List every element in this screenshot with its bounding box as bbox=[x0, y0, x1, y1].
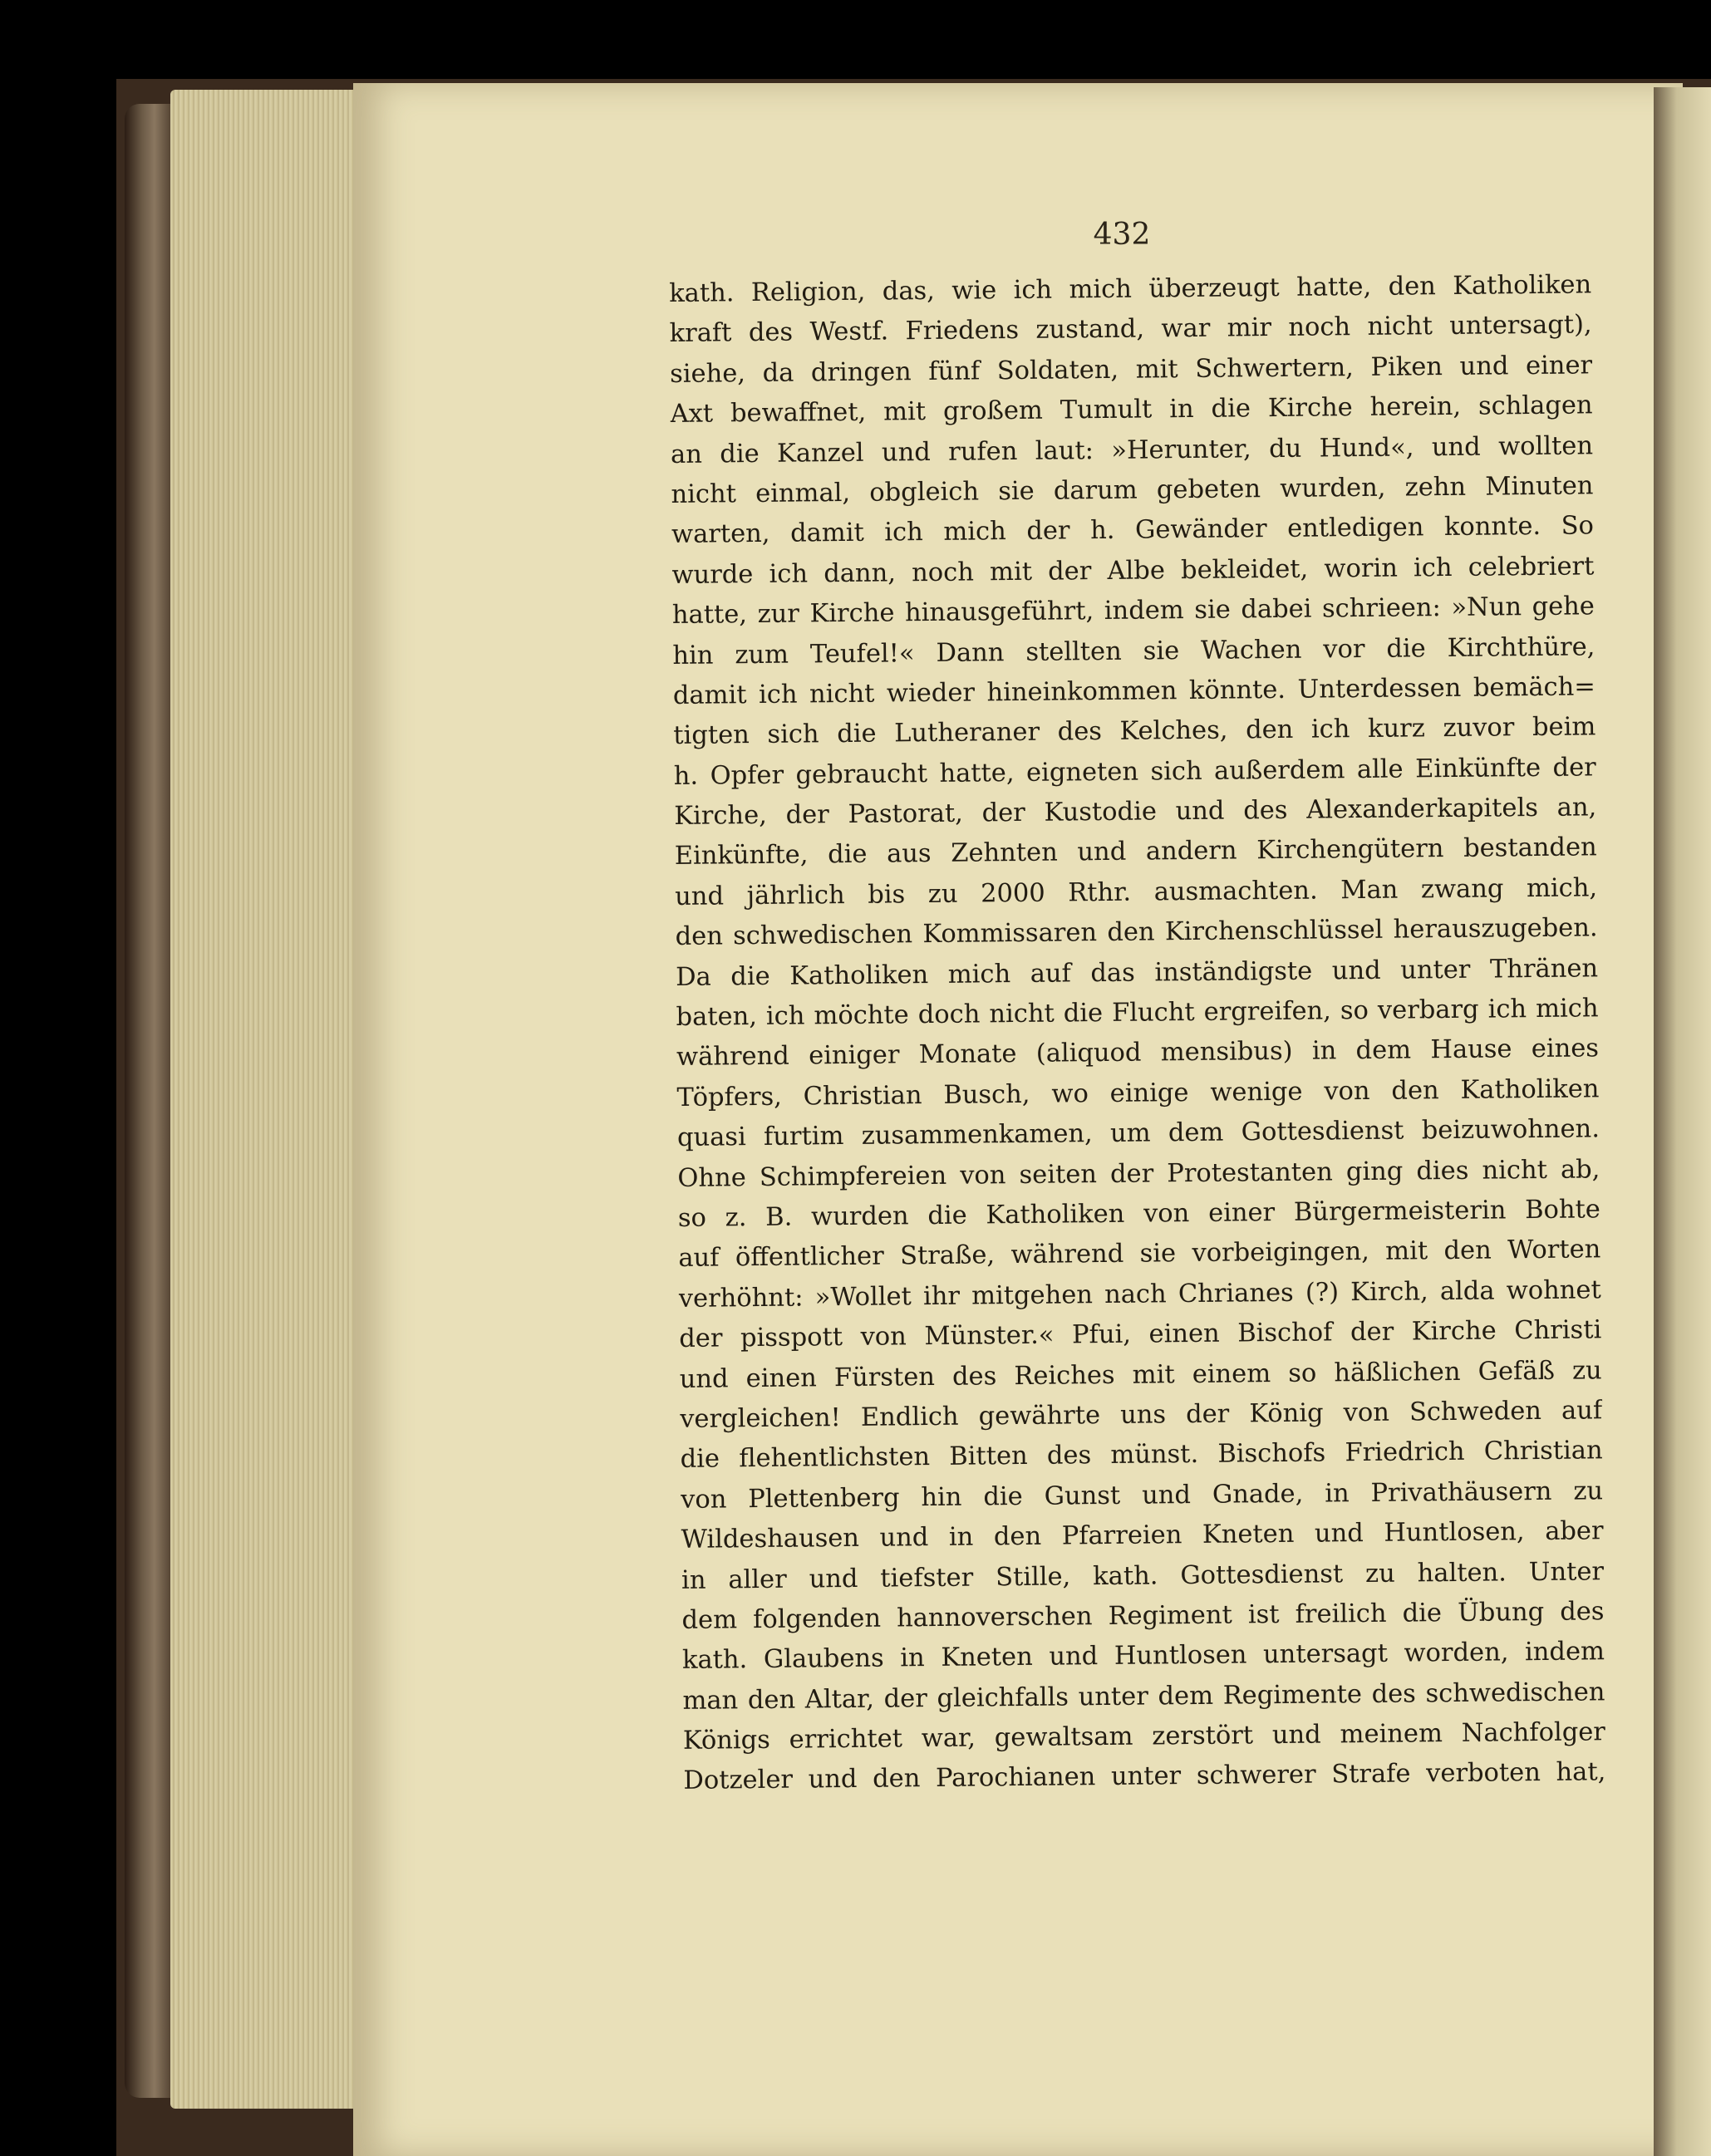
text-line: Einkünfte, die aus Zehnten und andern Kirchengütern bestanden bbox=[674, 832, 1597, 872]
page-body-text bbox=[669, 265, 1606, 1801]
text-line: Da die Katholiken mich auf das inständigste und unter Thränen bbox=[675, 953, 1599, 992]
text-line: warten, damit ich mich der h. Gewänder entledigen konnte. So bbox=[671, 511, 1595, 550]
text-line: kraft des Westf. Friedens zustand, war mir noch nicht untersagt), bbox=[669, 310, 1592, 349]
text-line: verhöhnt: »Wollet ihr mitgehen nach Chrianes (?) Kirch, alda wohnet bbox=[678, 1275, 1601, 1314]
text-line: hin zum Teufel!« Dann stellten sie Wachen vor die Kirchthüre, bbox=[672, 631, 1595, 670]
text-line: Königs errichtet war, gewaltsam zerstört und meinem Nachfolger bbox=[682, 1717, 1606, 1756]
text-line: h. Opfer gebraucht hatte, eigneten sich außerdem alle Einkünfte der bbox=[673, 753, 1596, 791]
text-line: dem folgenden hannoverschen Regiment ist freilich die Übung des bbox=[681, 1597, 1605, 1635]
text-line: damit ich nicht wieder hineinkommen könnte. Unterdessen bemäch= bbox=[672, 672, 1595, 710]
text-line: die flehentlichsten Bitten des münst. Bischofs Friedrich Christian bbox=[680, 1436, 1603, 1475]
page-edges bbox=[170, 90, 361, 2109]
text-line: während einiger Monate (aliquod mensibus) in dem Hause eines bbox=[676, 1034, 1600, 1073]
text-line: Töpfers, Christian Busch, wo einige wenige von den Katholiken bbox=[676, 1074, 1600, 1112]
text-line: Axt bewaffnet, mit großem Tumult in die Kirche herein, schlagen bbox=[670, 390, 1593, 430]
text-line: Wildeshausen und in den Pfarreien Kneten und Huntlosen, aber bbox=[681, 1516, 1604, 1555]
text-line: wurde ich dann, noch mit der Albe bekleidet, worin ich celebriert bbox=[671, 552, 1595, 590]
facing-page-edge bbox=[1654, 87, 1711, 2156]
text-line: hatte, zur Kirche hinausgeführt, indem sie dabei schrieen: »Nun gehe bbox=[671, 592, 1595, 631]
text-line: tigten sich die Lutheraner des Kelches, den ich kurz zuvor beim bbox=[673, 712, 1596, 751]
text-line: vergleichen! Endlich gewährte uns der König von Schweden auf bbox=[680, 1396, 1603, 1434]
text-line: Kirche, der Pastorat, der Kustodie und des Alexanderkapitels an, bbox=[674, 793, 1597, 832]
text-line: Dotzeler und den Parochianen unter schwerer Strafe verboten hat, bbox=[683, 1757, 1606, 1796]
text-line: baten, ich möchte doch nicht die Flucht ergreifen, so verbarg ich mich bbox=[676, 994, 1599, 1032]
text-line: nicht einmal, obgleich sie darum gebeten wurden, zehn Minuten bbox=[671, 471, 1594, 509]
text-line: kath. Glaubens in Kneten und Huntlosen untersagt worden, indem bbox=[681, 1637, 1605, 1676]
text-line: kath. Religion, das, wie ich mich überzeugt hatte, den Katholiken bbox=[669, 270, 1592, 308]
text-line: man den Altar, der gleichfalls unter dem Regimente des schwedischen bbox=[682, 1677, 1605, 1716]
text-line: den schwedischen Kommissaren den Kirchenschlüssel herauszugeben. bbox=[675, 913, 1598, 952]
page-number: 432 bbox=[1093, 218, 1151, 252]
text-line: auf öffentlicher Straße, während sie vorbeigingen, mit den Worten bbox=[678, 1235, 1601, 1274]
text-line: an die Kanzel und rufen laut: »Herunter, du Hund«, und wollten bbox=[670, 430, 1594, 469]
text-line: der pisspott von Münster.« Pfui, einen Bischof der Kirche Christi bbox=[679, 1315, 1602, 1354]
text-line: siehe, da dringen fünf Soldaten, mit Schwertern, Piken und einer bbox=[669, 351, 1593, 389]
text-line: in aller und tiefster Stille, kath. Gottesdienst zu halten. Unter bbox=[681, 1556, 1605, 1595]
text-line: und jährlich bis zu 2000 Rthr. ausmachten. Man zwang mich, bbox=[675, 873, 1598, 911]
book-spine bbox=[125, 104, 175, 2098]
text-line: Ohne Schimpfereien von seiten der Protestanten ging dies nicht ab, bbox=[677, 1154, 1600, 1193]
text-line: so z. B. wurden die Katholiken von einer Bürgermeisterin Bohte bbox=[677, 1195, 1601, 1233]
text-line: quasi furtim zusammenkamen, um dem Gottesdienst beizuwohnen. bbox=[676, 1114, 1600, 1153]
text-line: von Plettenberg hin die Gunst und Gnade, in Privathäusern zu bbox=[680, 1476, 1604, 1515]
text-line: und einen Fürsten des Reiches mit einem so häßlichen Gefäß zu bbox=[679, 1355, 1602, 1394]
